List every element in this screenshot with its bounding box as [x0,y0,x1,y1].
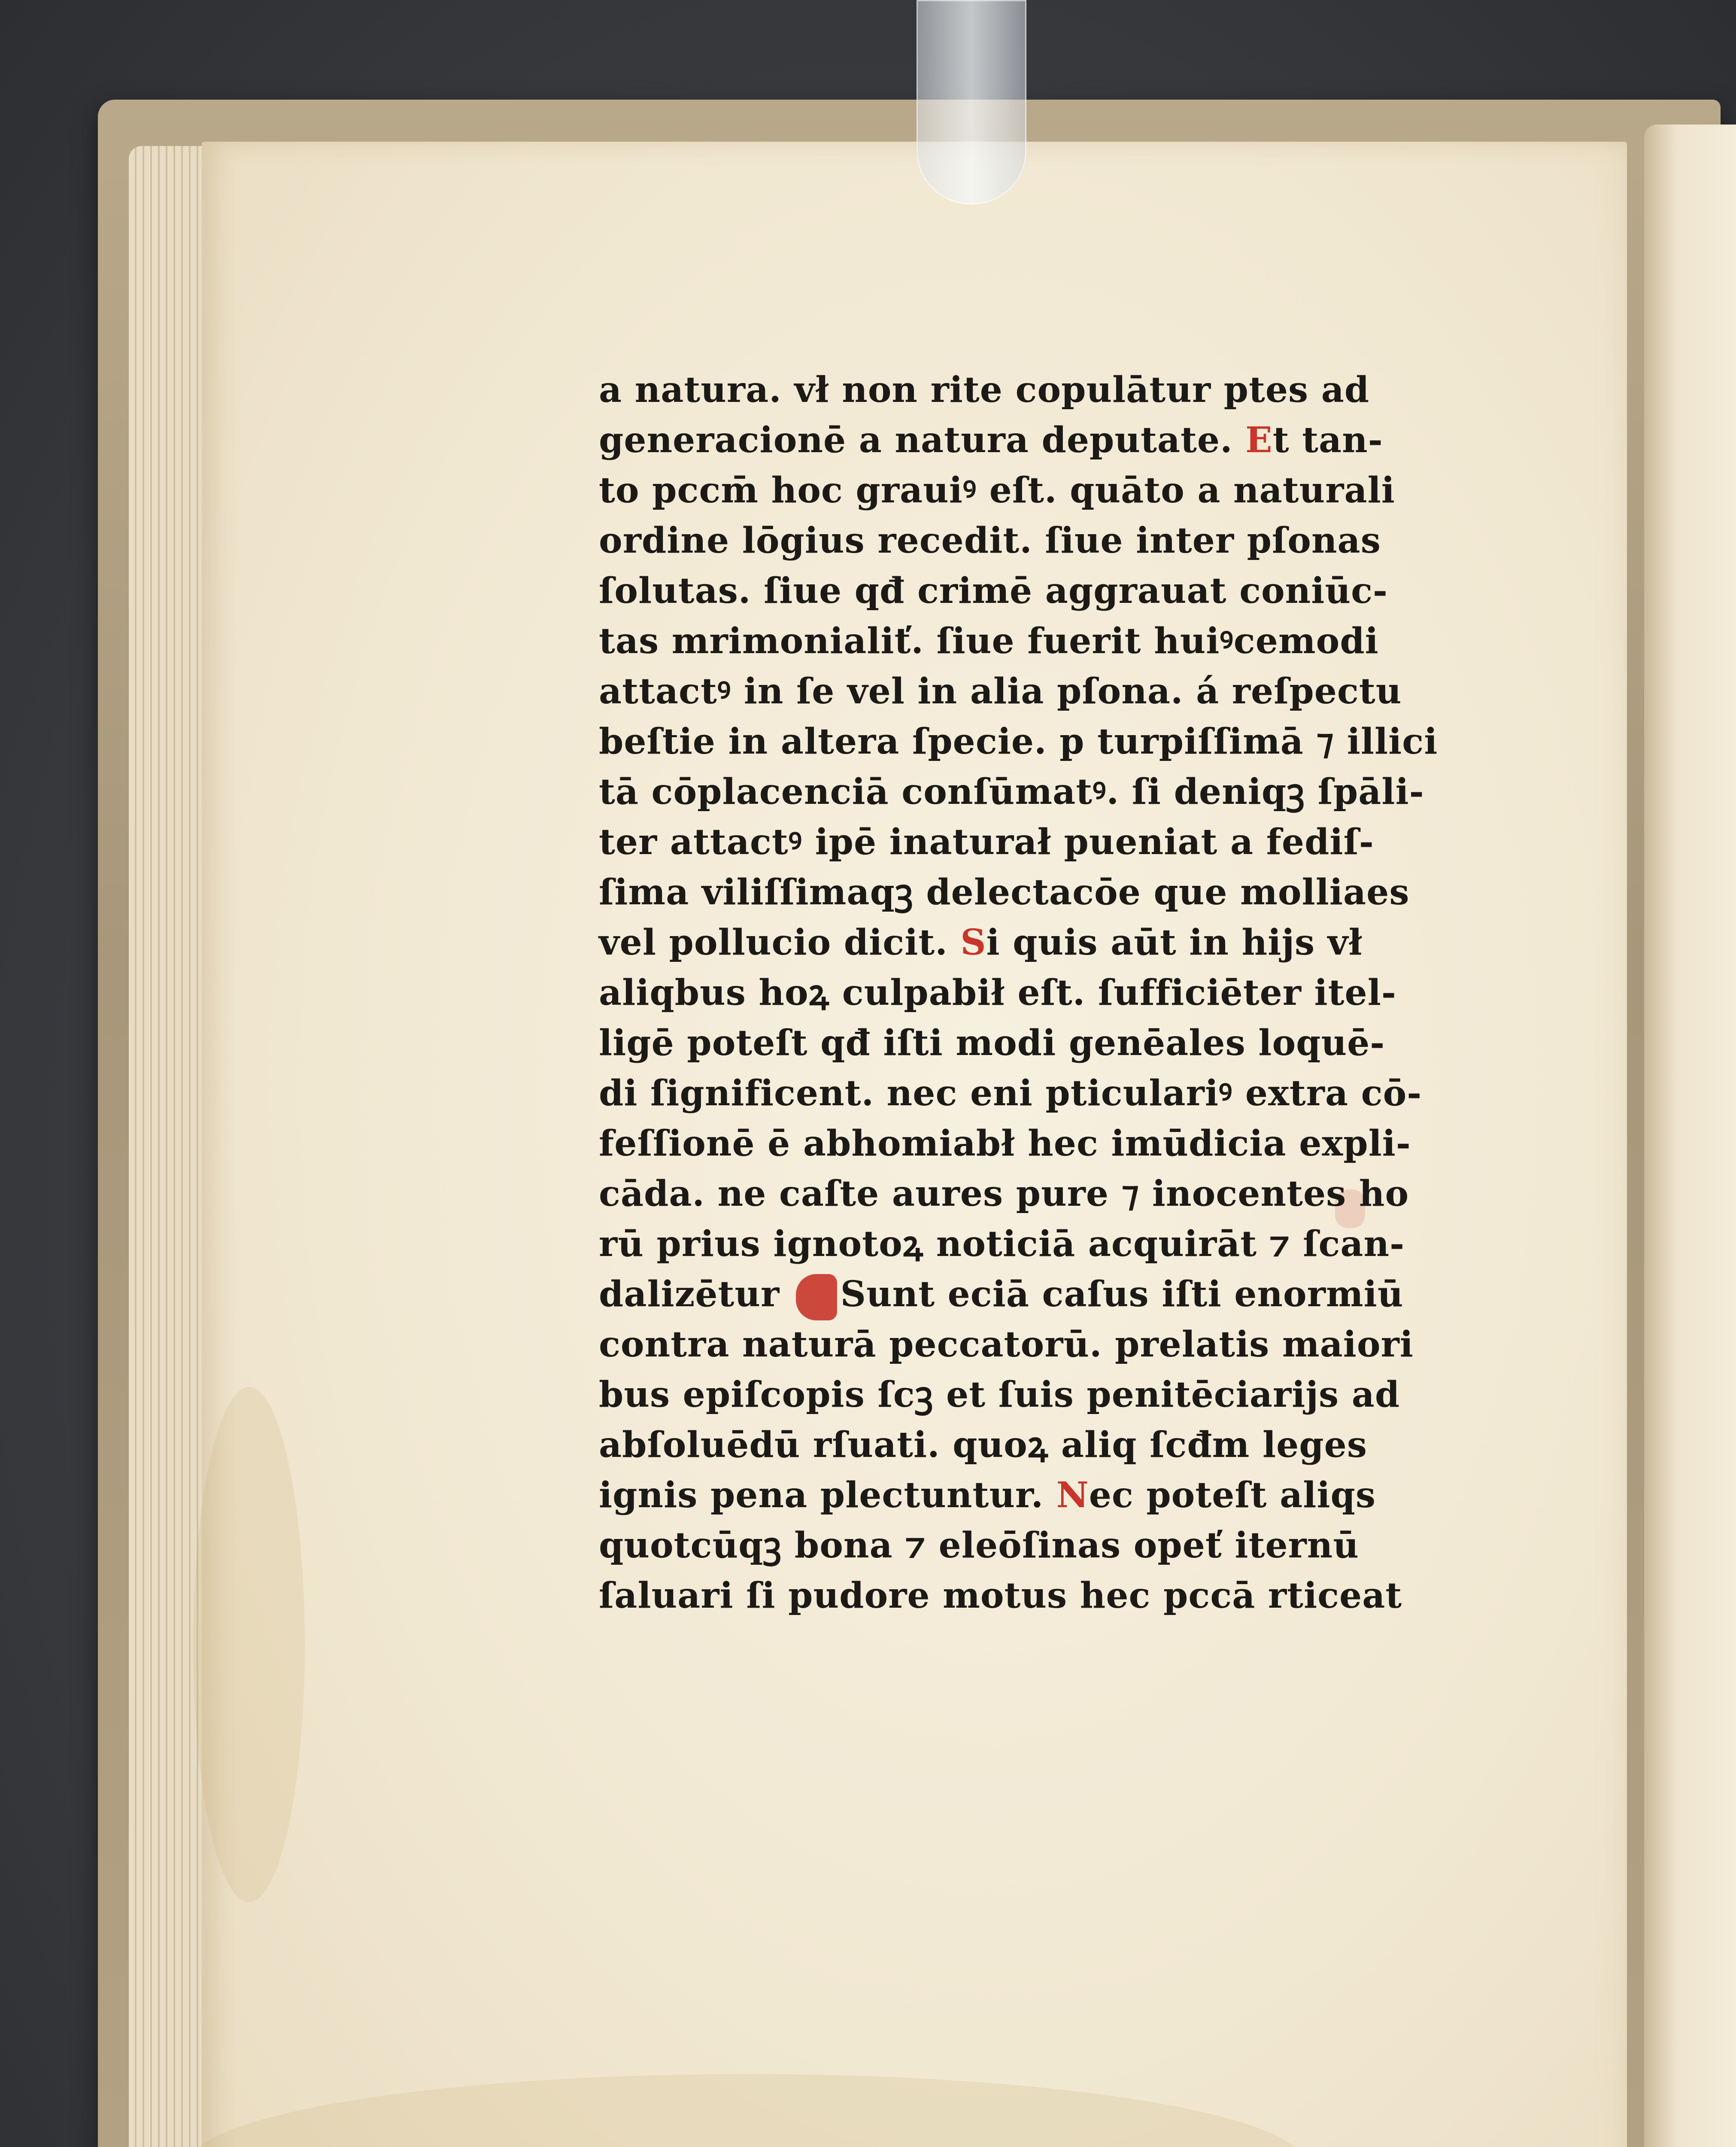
text-segment: tā cōplacenciā conſūmatꝰ. ſi deniqꝫ ſpāli- [599,771,1424,812]
text-segment: di ſignificent. nec eni pticulariꝰ extra cō- [599,1073,1422,1114]
text-line [599,1119,1483,1169]
text-line [599,1169,1483,1219]
text-line [599,767,1483,817]
text-segment: i quis aūt in hijs vł [986,922,1363,963]
text-line [599,1068,1483,1119]
page-stain [189,2074,1305,2147]
text-segment: ligē poteſt qđ iſti modi genēales loquē- [599,1022,1385,1064]
text-segment: generacionē a natura deputate. [599,420,1246,461]
text-segment: Sunt eciā caſus iſti enormiū [840,1274,1404,1315]
rubricated-initial: E [1245,420,1273,461]
facing-page-edge [1644,125,1736,2147]
book-clamp-top [917,0,1026,204]
text-segment: ſaluari ſi pudore motus hec pccā rticeat [599,1575,1402,1616]
text-segment: ſolutas. ſiue qđ crimē aggrauat coniūc- [599,570,1388,611]
text-line [599,1370,1483,1420]
text-segment: ſima viliſſimaqꝫ delectacōe que molliaes [599,872,1410,913]
text-column [599,365,1483,1621]
text-segment: bus epiſcopis ſcꝫ et ſuis penitēciarijs ad [599,1374,1400,1415]
text-segment: contra naturā peccatorū. prelatis maiori [599,1324,1414,1365]
text-line [599,1571,1483,1621]
text-line [599,616,1483,666]
text-line [599,968,1483,1018]
text-line [599,415,1483,465]
text-segment: vel pollucio dicit. [599,922,961,963]
text-segment: ordine lōgius recedit. ſiue inter pſonas [599,520,1381,561]
text-line [599,1521,1483,1571]
text-segment: beſtie in altera ſpecie. p turpiſſimā ⁊ illici [599,721,1438,762]
text-line [599,1219,1483,1269]
text-segment: ignis pena plectuntur. [599,1475,1056,1516]
text-segment: ter attactꝰ ipē inaturał pueniat a fediſ- [599,821,1374,863]
text-line [599,566,1483,616]
text-line [599,465,1483,516]
text-line [599,365,1483,415]
text-line [599,817,1483,867]
text-segment: ec poteſt aliqs [1089,1475,1376,1516]
text-segment: abſoluēdū rſuati. quoꝝ aliq ſcđm leges [599,1424,1367,1466]
text-segment: aliqbus hoꝝ culpabił eſt. ſufficiēter itel- [599,972,1396,1013]
page-stain [193,1387,305,1902]
text-line [599,1470,1483,1521]
text-line [599,1420,1483,1470]
text-segment: feſſionē ē abhomiabł hec imūdicia expli- [599,1123,1411,1164]
text-segment: dalizētur [599,1274,792,1315]
text-line [599,666,1483,717]
rubricated-initial: S [960,922,986,963]
text-segment: rū prius ignotoꝝ noticiā acquirāt ⁊ ſcan- [599,1223,1405,1265]
text-segment: t tan- [1272,420,1383,461]
rubricated-initial: N [1056,1475,1089,1516]
text-line [599,867,1483,918]
text-segment: tas mrimonialiť. ſiue fuerit huiꝰcemodi [599,620,1379,662]
text-segment: a natura. vł non rite copulātur ptes ad [599,369,1370,411]
text-line [599,918,1483,968]
rubric-paragraph-mark [796,1274,837,1320]
text-segment: attactꝰ in ſe vel in alia pſona. á reſpectu [599,671,1402,712]
text-line [599,1320,1483,1370]
text-segment: to pccm̄ hoc grauiꝰ eſt. quāto a naturali [599,470,1395,511]
text-line [599,516,1483,566]
text-segment: cāda. ne caſte aures pure ⁊ inocentes ho [599,1173,1409,1214]
text-line [599,717,1483,767]
text-line [599,1018,1483,1068]
text-segment: quotcūqꝫ bona ⁊ eleōſinas opeť iternū [599,1525,1359,1566]
text-line [599,1269,1483,1320]
